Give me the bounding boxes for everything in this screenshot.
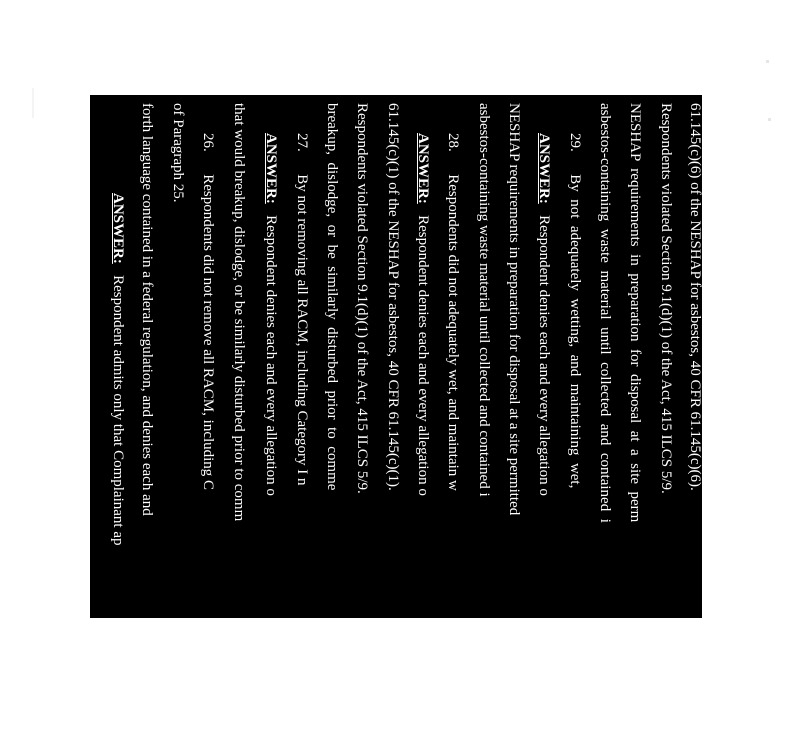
line-text: Respondent denies each and every allegation o — [263, 203, 279, 496]
text-line — [535, 103, 553, 663]
text-line — [566, 103, 584, 663]
text-line — [657, 103, 675, 663]
text-line — [475, 103, 493, 663]
line-text: 26. Respondents did not remove all RACM, including C — [200, 103, 216, 491]
scan-artifact — [32, 88, 34, 118]
line-text: NESHAP requirements in preparation for disposal at a site perm — [627, 103, 643, 523]
line-text: Respondent admits only that Complainant ap — [110, 263, 126, 546]
scan-artifact — [768, 118, 771, 121]
line-text: asbestos-containing waste material until collected and contained i — [597, 103, 613, 523]
answer-heading: ANSWER: — [725, 157, 741, 228]
text-line — [323, 103, 341, 663]
text-line — [262, 103, 280, 663]
answer-heading: ANSWER: — [110, 193, 126, 264]
answer-heading: ANSWER: — [415, 133, 431, 204]
line-text — [263, 103, 279, 133]
line-text: 29. By not adequately wetting, and maintaining wet, — [567, 103, 583, 489]
text-line — [138, 103, 156, 663]
text-line — [626, 103, 644, 663]
text-line — [724, 157, 742, 717]
text-line — [109, 193, 127, 753]
text-line — [384, 103, 402, 663]
answer-heading: ANSWER: — [536, 133, 552, 204]
line-text: Respondent denies each and every allegation o — [725, 227, 741, 520]
text-line — [686, 103, 704, 663]
line-text: Respondents violated Section 9.1(d)(1) of the Act, 415 ILCS 5/9. — [354, 103, 370, 494]
line-text: forth language contained in a federal regulation, and denies each and — [139, 103, 155, 516]
line-text: Respondent denies each and every allegation o — [415, 203, 431, 496]
line-text — [415, 103, 431, 133]
line-text — [536, 103, 552, 133]
rotated-text-block — [90, 95, 741, 618]
answer-heading: ANSWER: — [263, 133, 279, 204]
text-line — [444, 103, 462, 663]
scanned-page — [90, 95, 741, 618]
text-line — [293, 103, 311, 663]
text-line — [505, 103, 523, 663]
line-text: of Paragraph 25. — [170, 103, 186, 203]
line-text: breakup, dislodge, or be similarly disturbed prior to comme — [324, 103, 340, 491]
line-text: 27. By not removing all RACM, including Category I n — [294, 103, 310, 486]
text-line — [199, 103, 217, 663]
text-line — [596, 103, 614, 663]
line-text: Respondent denies each and every allegation o — [536, 203, 552, 496]
text-line — [414, 103, 432, 663]
line-text: NESHAP requirements in preparation for disposal at a site permitted — [506, 103, 522, 516]
line-text: 28. Respondents did not adequately wet, and maintain w — [445, 103, 461, 491]
line-text: that would breakup, dislodge, or be similarly disturbed prior to comm — [231, 103, 247, 522]
text-line — [353, 103, 371, 663]
line-text: Respondents violated Section 9.1(d)(1) of the Act, 415 ILCS 5/9. — [658, 103, 674, 494]
line-text: 61.145(c)(6) of the NESHAP for asbestos, 40 CFR 61.145(c)(6). — [687, 103, 703, 491]
scan-artifact — [766, 60, 769, 63]
text-line — [169, 103, 187, 663]
line-text: 61.145(c)(1) of the NESHAP for asbestos, 40 CFR 61.145(c)(1). — [385, 103, 401, 491]
text-line — [230, 103, 248, 663]
line-text: asbestos-containing waste material until collected and contained i — [476, 103, 492, 497]
